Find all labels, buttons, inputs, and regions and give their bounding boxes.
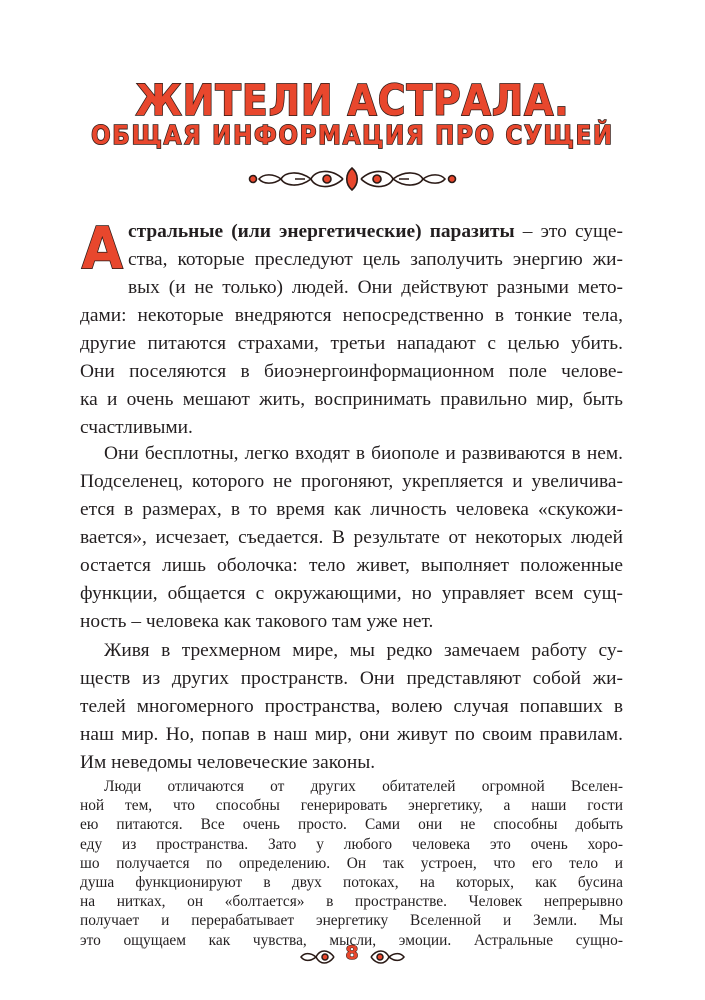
text-line: счастливыми. [80,417,193,438]
text-line: ной тем, что способны генерировать энергетику, а наши гости [80,797,623,815]
text-line: ею питаются. Все очень просто. Сами они не способны добыть [80,816,623,834]
chapter-title: ЖИТЕЛИ АСТРАЛА. [135,76,570,126]
text-line: остается лишь оболочка: тело живет, выполняет положенные [80,555,623,576]
text-line: стральные (или энергетические) паразиты – это суще- [128,221,623,242]
text-line: ства, которые преследуют цель заполучить энергию жи- [128,249,623,270]
text-line: телей многомерного пространства, волею случая попавших в [80,696,623,717]
text-line: дами: некоторые внедряются непосредственно в тонкие тела, [80,305,623,326]
chapter-subtitle: ОБЩАЯ ИНФОРМАЦИЯ ПРО СУЩЕЙ [91,121,614,151]
text-line: вых (и не только) людей. Они действуют разными мето- [128,277,623,298]
text-line: еду из пространства. Зато у любого человека это очень хоро- [80,835,623,853]
text-line: Люди отличаются от других обитателей огромной Вселен- [104,778,623,795]
text-line: душа функционируют в двух потоках, на которых, как бусина [80,874,623,891]
text-line: Они бесплотны, легко входят в биополе и развиваются в нем. [104,443,623,464]
text-line: ность – человека как такового там уже нет. [80,611,434,632]
text-line: Живя в трехмерном мире, мы редко замечаем работу су- [104,640,623,661]
bold-term: стральные (или энергетические) паразиты [128,221,515,242]
text-line: шо получается по определению. Он так устроен, что его тело и [80,854,623,872]
ornament-divider-icon [245,164,460,194]
text-line: это ощущаем как чувства, мысли, эмоции. Астральные сущно- [80,931,623,949]
text-line: Они поселяются в биоэнергоинформационном поле челове- [80,361,623,382]
text-line: ется в размерах, в то время как личность человека «скукожи- [80,499,623,520]
drop-cap: А [81,214,123,282]
text-line: другие питаются страхами, третьи нападают с целью убить. [80,333,623,354]
text-line: Подселенец, которого не прогоняют, укрепляется и увеличива- [80,471,623,492]
text-line: Им неведомы человеческие законы. [80,752,376,773]
text-line: получает и перерабатывает энергетику Вселенной и Земли. Мы [80,912,623,930]
text-line: вается», исчезает, съедается. В результате от некоторых людей [80,527,623,548]
text-line: ка и очень мешают жить, воспринимать правильно мир, быть [80,389,623,410]
page-number: 8 [345,942,359,964]
text-line: функции, общается с окружающими, но управляет всем сущ- [80,583,623,604]
text-line: на нитках, он «болтается» в пространстве. Человек непрерывно [80,893,623,911]
text-line: наш мир. Но, попав в наш мир, они живут по своим правилам. [80,724,623,745]
text-line: ществ из других пространств. Они представляют собой жи- [80,668,623,689]
